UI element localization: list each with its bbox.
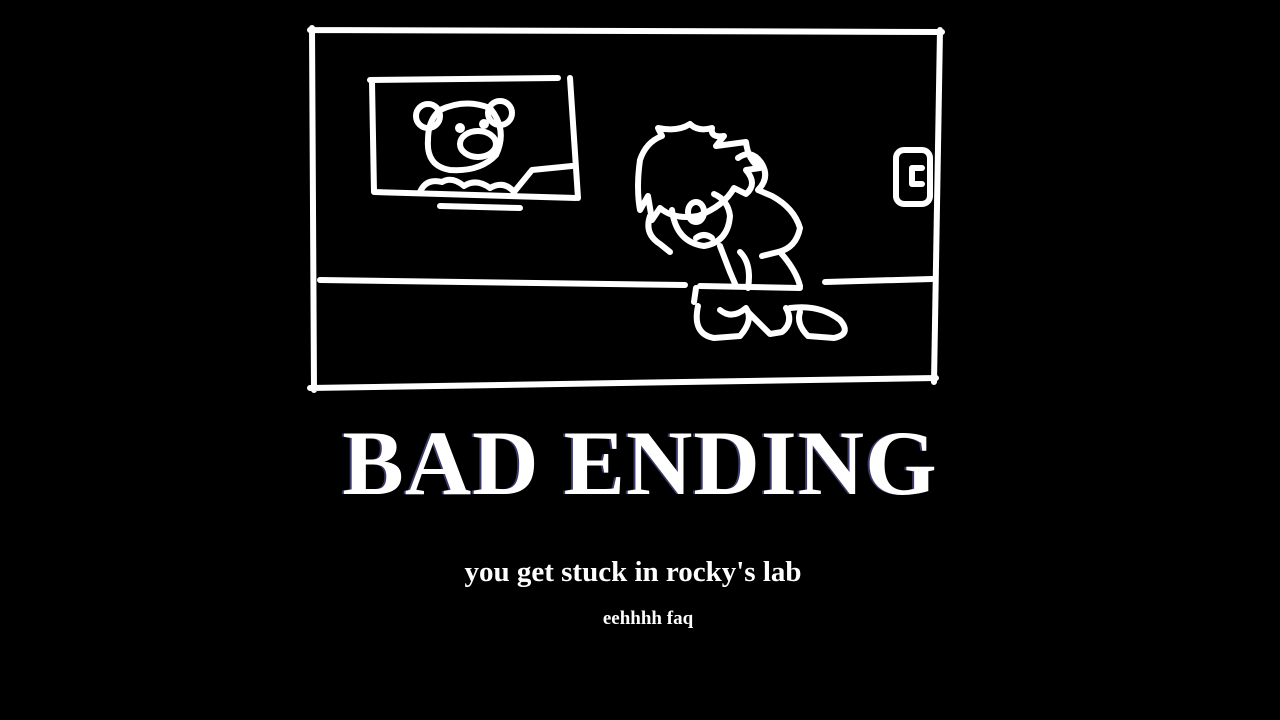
- character-figure: [638, 124, 845, 338]
- ending-subtitle: you get stuck in rocky's lab: [464, 556, 802, 588]
- monitor-icon: [370, 78, 578, 208]
- floor-line: [320, 279, 932, 285]
- ending-illustration: [300, 20, 950, 400]
- ending-title: BAD ENDING: [342, 412, 938, 514]
- ending-footnote: eehhhh faq: [602, 608, 694, 629]
- wall-outlet-icon: [896, 150, 930, 204]
